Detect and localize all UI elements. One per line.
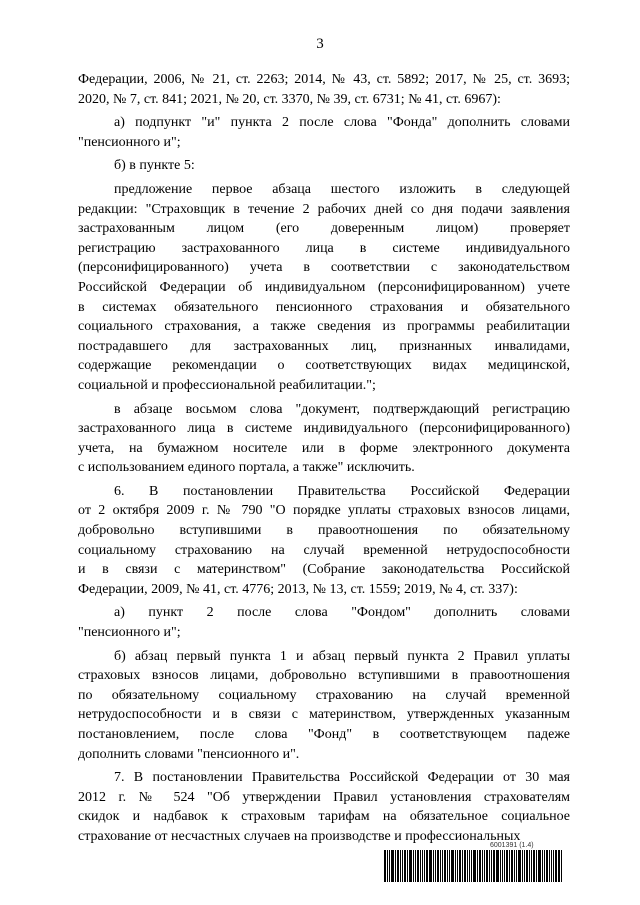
paragraph-line: "пенсионного и"; <box>78 625 181 641</box>
barcode-bar <box>437 850 439 882</box>
barcode-bar <box>387 850 388 882</box>
paragraph-line: Федерации, 2006, № 21, ст. 2263; 2014, № 43, ст. 5892; 2017, № 25, ст. 3693; <box>78 72 570 87</box>
barcode-bar <box>526 850 528 882</box>
paragraph-line: 6. В постановлении Правительства Российской Федерации <box>114 483 570 499</box>
document-paragraph <box>78 400 570 478</box>
paragraph-line: б) абзац первый пункта 1 и абзац первый пункта 2 Правил уплаты <box>114 648 570 664</box>
barcode-bar <box>462 850 463 882</box>
barcode-bar <box>402 850 403 882</box>
document-body <box>78 70 570 851</box>
paragraph-line: по обязательному социальному страхованию на случай временной <box>78 687 570 703</box>
barcode-bar <box>444 850 446 882</box>
barcode-bar <box>522 850 523 882</box>
document-paragraph <box>78 180 570 396</box>
paragraph-line: редакции: "Страховщик в течение 2 рабочих дней со дня подачи заявления <box>78 201 570 217</box>
barcode-bar <box>514 850 515 882</box>
barcode-bar <box>409 850 412 882</box>
barcode-bar <box>493 850 495 882</box>
barcode-bar <box>471 850 472 882</box>
paragraph-line: "пенсионного и"; <box>78 134 181 150</box>
paragraph-line: страховых взносов лицами, добровольно вступившими в правоотношения <box>78 668 570 684</box>
barcode-bar <box>506 850 508 882</box>
paragraph-line: застрахованного лица в системе индивидуального (персонифицированного) <box>78 421 570 437</box>
barcode-bar <box>464 850 466 882</box>
paragraph-line: с использованием единого портала, а также" исключить. <box>78 460 415 476</box>
barcode-bar <box>491 850 492 882</box>
barcode-bar <box>467 850 468 882</box>
paragraph-line: застрахованным лицом (его доверенным лицом) проверяет <box>78 221 570 237</box>
document-paragraph <box>78 113 570 152</box>
paragraph-line: Российской Федерации об индивидуальном (персонифицированном) учете <box>78 279 570 295</box>
paragraph-line: социальной и профессиональной реабилитации."; <box>78 377 376 393</box>
barcode-bar <box>477 850 478 882</box>
barcode-bar <box>538 850 541 882</box>
barcode-bar <box>551 850 552 882</box>
paragraph-line: а) подпункт "и" пункта 2 после слова "Фонда" дополнить словами <box>114 115 570 131</box>
barcode-bar <box>422 850 423 882</box>
barcode-bar <box>391 850 394 882</box>
barcode-bar <box>459 850 461 882</box>
barcode-bar <box>455 850 456 882</box>
barcode-bar <box>469 850 470 882</box>
barcode-bar <box>417 850 419 882</box>
barcode-bar <box>502 850 503 882</box>
barcode-bar <box>558 850 560 882</box>
barcode-bar <box>516 850 517 882</box>
barcode-bar <box>511 850 513 882</box>
barcode-bar <box>531 850 532 882</box>
barcode-bar <box>546 850 548 882</box>
paragraph-line: регистрацию застрахованного лица в системе индивидуального <box>78 240 570 256</box>
barcode-bar <box>473 850 476 882</box>
barcode-bar <box>524 850 525 882</box>
barcode-bar <box>549 850 550 882</box>
barcode-bar <box>536 850 537 882</box>
document-paragraph <box>78 603 570 642</box>
paragraph-line: пострадавшего для застрахованных лиц, признанных инвалидами, <box>78 338 570 354</box>
barcode-bar <box>529 850 530 882</box>
barcode-bar <box>496 850 499 882</box>
barcode-bar <box>486 850 488 882</box>
paragraph-line: 7. В постановлении Правительства Российской Федерации от 30 мая <box>114 770 570 786</box>
document-paragraph <box>78 647 570 765</box>
barcode-bar <box>389 850 390 882</box>
barcode-bar <box>509 850 510 882</box>
paragraph-line: в системах обязательного пенсионного страхования и обязательного <box>78 299 570 315</box>
document-stamp <box>384 842 574 882</box>
paragraph-line: социальному страхованию на случай временной нетрудоспособности <box>78 542 570 558</box>
paragraph-line: от 2 октября 2009 г. № 790 "О порядке уплаты страховых взносов лицами, <box>78 503 570 519</box>
paragraph-line: учета, на бумажном носителе или в форме электронного документа <box>78 440 570 456</box>
document-paragraph <box>78 768 570 846</box>
barcode-bar <box>561 850 562 882</box>
paragraph-line: скидок и надбавок к страховым тарифам на обязательное социальное <box>78 809 570 825</box>
paragraph-line: (персонифицированного) учета в соответствии с законодательством <box>78 260 570 276</box>
barcode-bar <box>442 850 443 882</box>
barcode-bar <box>542 850 543 882</box>
barcode-bar <box>489 850 490 882</box>
paragraph-line: предложение первое абзаца шестого изложить в следующей <box>114 181 570 197</box>
barcode-bar <box>449 850 450 882</box>
paragraph-line: а) пункт 2 после слова "Фондом" дополнить словами <box>114 605 570 621</box>
barcode-bar <box>500 850 501 882</box>
paragraph-line: страхование от несчастных случаев на производстве и профессиональных <box>78 828 521 844</box>
barcode-bar <box>415 850 416 882</box>
barcode-bar <box>457 850 458 882</box>
barcode-bar <box>429 850 432 882</box>
barcode-bar <box>404 850 406 882</box>
barcode-bar <box>479 850 481 882</box>
barcode-icon <box>384 850 574 882</box>
barcode-bar <box>433 850 434 882</box>
paragraph-line: Федерации, 2009, № 41, ст. 4776; 2013, № 13, ст. 1559; 2019, № 4, ст. 337): <box>78 581 518 597</box>
barcode-bar <box>395 850 396 882</box>
barcode-bar <box>384 850 386 882</box>
barcode-bar <box>407 850 408 882</box>
paragraph-line: б) в пункте 5: <box>114 158 195 174</box>
barcode-bar <box>413 850 414 882</box>
barcode-bar <box>435 850 436 882</box>
paragraph-line: постановлением, после слова "Фонд" в соответствующем падеже <box>78 727 570 742</box>
barcode-bar <box>544 850 545 882</box>
barcode-bar <box>504 850 505 882</box>
paragraph-line: и в связи с материнством" (Собрание законодательства Российской <box>78 562 570 578</box>
barcode-bar <box>440 850 441 882</box>
paragraph-line: в абзаце восьмом слова "документ, подтверждающий регистрацию <box>114 401 570 417</box>
barcode-bar <box>518 850 521 882</box>
paragraph-line: содержащие рекомендации о соответствующих видах медицинской, <box>78 358 570 374</box>
barcode-bar <box>400 850 401 882</box>
document-paragraph <box>78 482 570 600</box>
barcode-bar <box>424 850 425 882</box>
barcode-bar <box>451 850 454 882</box>
barcode-bar <box>482 850 483 882</box>
document-paragraph <box>78 70 570 109</box>
paragraph-line: добровольно вступившими в правоотношения по обязательному <box>78 523 570 539</box>
document-code: 6001391 (1.4) <box>490 842 534 849</box>
barcode-bar <box>555 850 557 882</box>
barcode-bar <box>553 850 554 882</box>
paragraph-line: нетрудоспособности и в связи с материнством, утвержденных указанным <box>78 707 570 723</box>
paragraph-line: 2012 г. № 524 "Об утверждении Правил установления страхователям <box>78 789 570 805</box>
barcode-bar <box>420 850 421 882</box>
barcode-bar <box>533 850 535 882</box>
document-paragraph <box>78 156 570 176</box>
paragraph-line: 2020, № 7, ст. 841; 2021, № 20, ст. 3370, № 39, ст. 6731; № 41, ст. 6967): <box>78 91 501 107</box>
paragraph-line: социального страхования, а также сведения из программы реабилитации <box>78 319 570 335</box>
barcode-bar <box>397 850 399 882</box>
barcode-bar <box>484 850 485 882</box>
barcode-bar <box>447 850 448 882</box>
page-number: 3 <box>316 36 324 52</box>
paragraph-line: дополнить словами "пенсионного и". <box>78 746 300 762</box>
barcode-bar <box>426 850 428 882</box>
